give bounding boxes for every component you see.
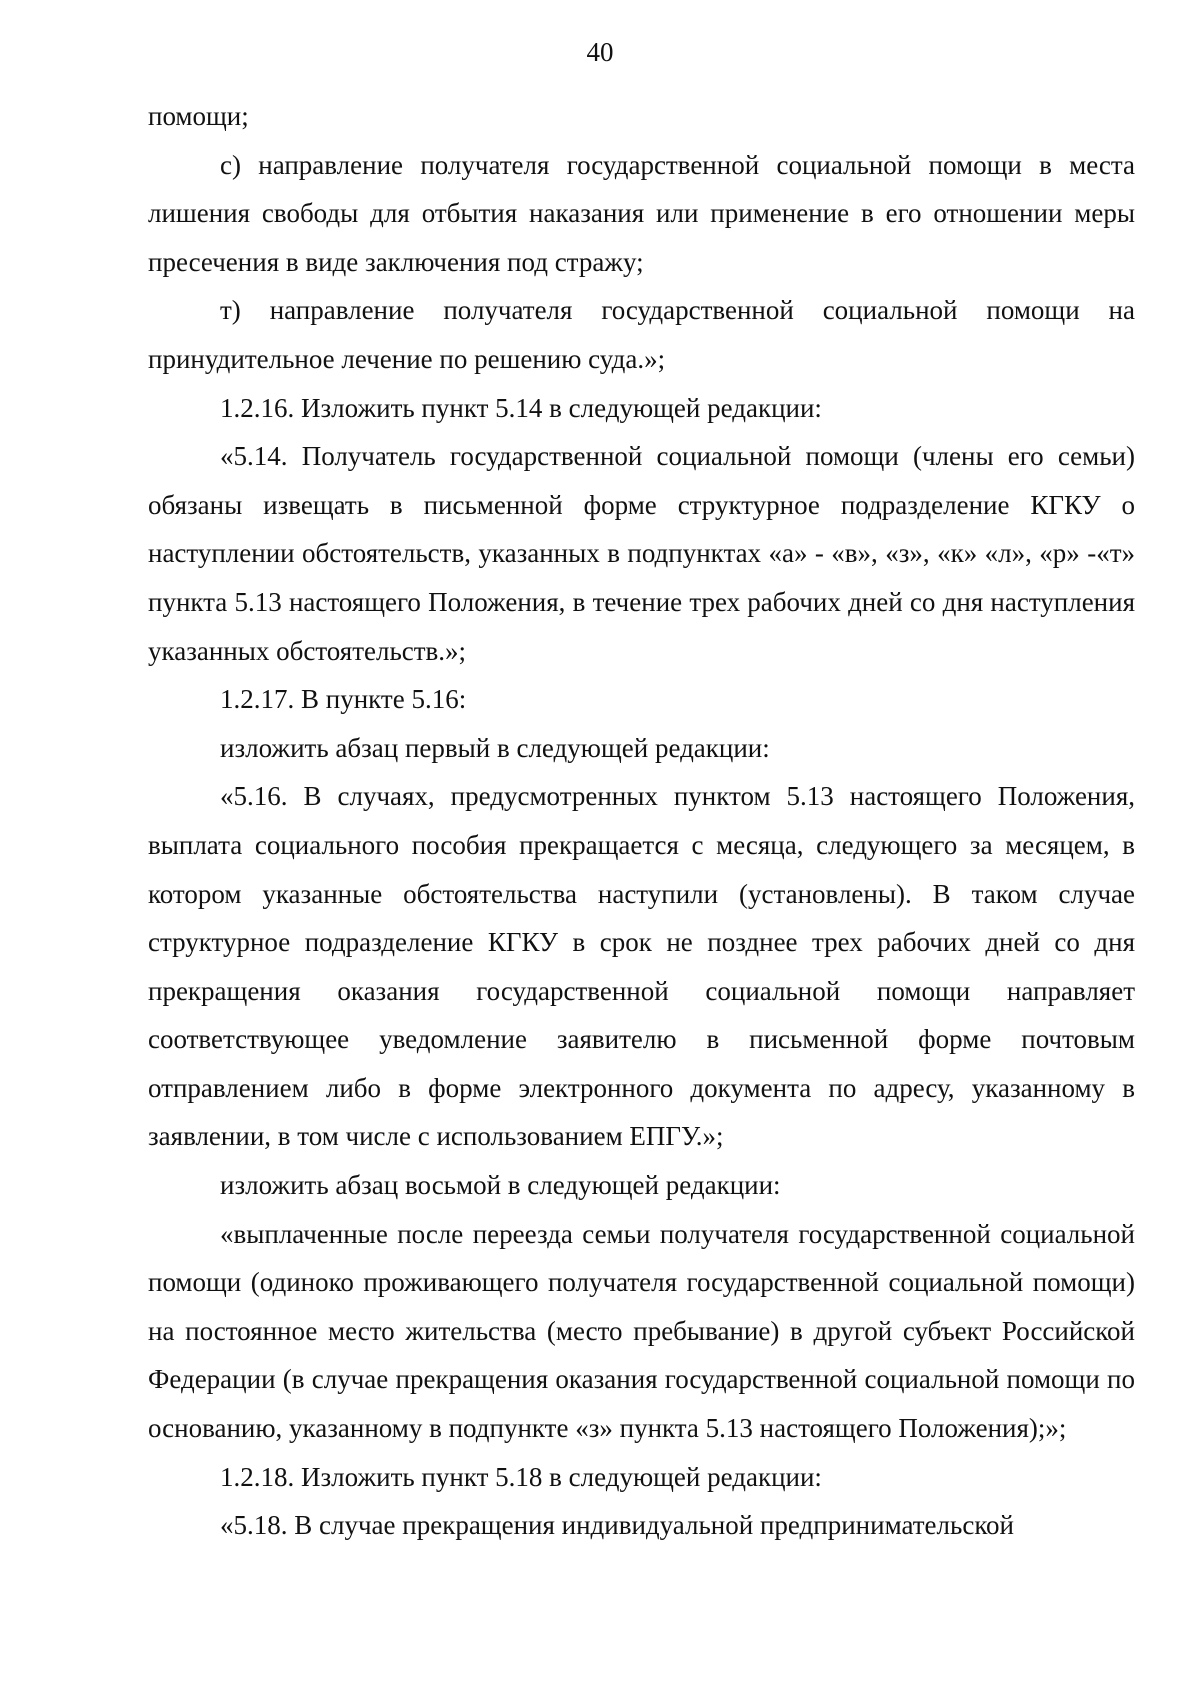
paragraph-eighth-abzac: изложить абзац восьмой в следующей редакции:	[220, 1170, 781, 1201]
document-body	[148, 92, 1135, 1550]
paragraph-subitem-s: с) направление получателя государственной социальной помощи в места лишения свободы для отбытия наказания или применение в его отношении меры пресечения в виде заключения под стражу;	[148, 149, 1135, 277]
paragraph-5-14: «5.14. Получатель государственной социальной помощи (члены его семьи) обязаны извещать в письменной форме структурное подразделение КГКУ о наступлении обстоятельств, указанных в подпунктах «а» - «в», «з», «к» «л», «р» -«т» пункта 5.13 настоящего Положения, в течение трех рабочих дней со дня наступления указанных обстоятельств.»;	[148, 441, 1135, 666]
paragraph-5-18: «5.18. В случае прекращения индивидуальной предпринимательской	[220, 1510, 1015, 1541]
paragraph-subitem-t: т) направление получателя государственной социальной помощи на принудительное лечение по решению суда.»;	[148, 295, 1135, 374]
page-number: 40	[586, 37, 614, 67]
paragraph-paid-after-move: «выплаченные после переезда семьи получателя государственной социальной помощи (одиноко проживающего получателя государственной социальной помощи) на постоянное место жительства (место пребывание) в другой субъект Российской Федерации (в случае прекращения оказания государственной социальной помощи по основанию, указанному в подпункте «з» пункта 5.13 настоящего Положения);»;	[148, 1218, 1135, 1444]
paragraph-1-2-18: 1.2.18. Изложить пункт 5.18 в следующей редакции:	[220, 1461, 822, 1492]
paragraph-1-2-17: 1.2.17. В пункте 5.16:	[220, 684, 467, 715]
paragraph-first-abzac: изложить абзац первый в следующей редакции:	[220, 732, 770, 763]
paragraph-continuation: помощи;	[148, 101, 249, 131]
paragraph-5-16: «5.16. В случаях, предусмотренных пунктом 5.13 настоящего Положения, выплата социального пособия прекращается с месяца, следующего за месяцем, в котором указанные обстоятельства наступили (установлены). В таком случае структурное подразделение КГКУ в срок не позднее трех рабочих дней со дня прекращения оказания государственной социальной помощи направляет соответствующее уведомление заявителю в письменной форме почтовым отправлением либо в форме электронного документа по адресу, указанному в заявлении, в том числе с использованием ЕПГУ.»;	[148, 781, 1135, 1152]
paragraph-1-2-16: 1.2.16. Изложить пункт 5.14 в следующей редакции:	[220, 392, 822, 423]
